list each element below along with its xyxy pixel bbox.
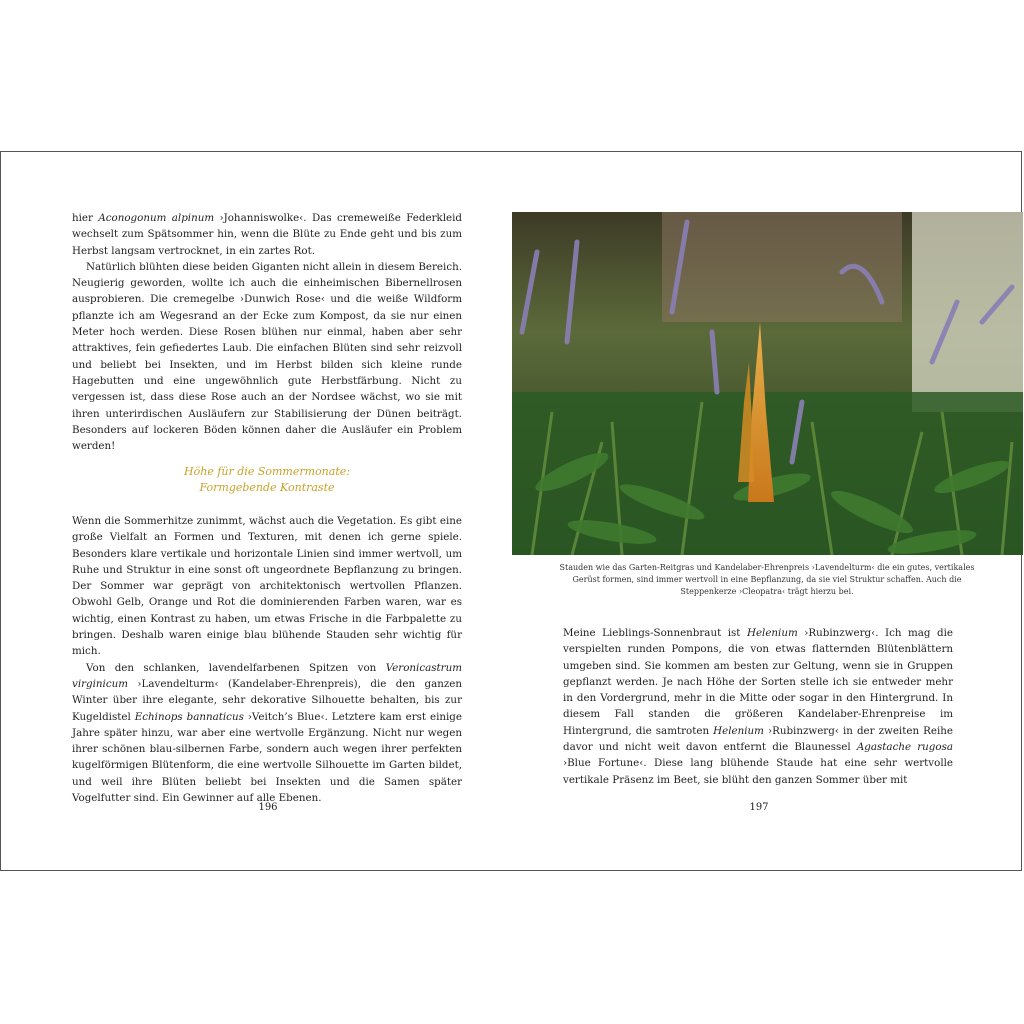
garden-photo-illustration	[512, 212, 1023, 555]
right-page	[512, 152, 1023, 870]
text-run: ›Veitch’s Blue‹. Letztere kam erst einige Jahre später hinzu, war aber eine wertvolle Ergänzung. Nicht nur wegen ihrer schönen blau-silbernen Farbe, sondern auch wegen ihrer perfekten kugelförmigen Blütenform, die eine wertvolle Silhouette im Garten bildet, und weil ihre Blüten beliebt bei Insekten und die Samen später Vogelfutter sind. Ein Gewinner auf alle Ebenen.	[72, 710, 462, 805]
paragraph	[72, 210, 462, 259]
text-run: ›Rubinzwerg‹ in der zweiten Reihe davor und nicht weit davon entfernt die Blaunessel	[563, 724, 953, 754]
paragraph	[72, 660, 462, 807]
left-page	[1, 152, 512, 870]
page-number: 196	[258, 802, 278, 813]
heading-line: Formgebende Kontraste	[199, 481, 335, 494]
botanical-name: Agastache rugosa	[856, 741, 954, 754]
right-text	[563, 625, 953, 788]
paragraph	[563, 625, 953, 788]
botanical-name: Helenium	[713, 724, 764, 737]
garden-photo	[512, 212, 1023, 555]
botanical-name: Veronicastrum virginicum	[72, 661, 462, 690]
left-text-bottom	[72, 513, 462, 806]
section-heading	[72, 464, 462, 496]
text-run: ›Blue Fortune‹. Diese lang blühende Staude hat eine sehr wertvolle vertikale Präsenz im Beet, sie blüht den ganzen Sommer über mit	[563, 757, 953, 786]
botanical-name: Echinops bannaticus	[134, 710, 244, 723]
page-number: 197	[749, 802, 769, 813]
heading-line: Höhe für die Sommermonate:	[184, 465, 350, 478]
text-run: ›Johanniswolke‹. Das cremeweiße Federkleid wechselt zum Spätsommer hin, wenn die Blüte zu Ende geht und bis zum Herbst langsam vertrocknet, in ein zartes Rot.	[72, 212, 462, 257]
paragraph: Wenn die Sommerhitze zunimmt, wächst auch die Vegetation. Es gibt eine große Vielfalt an Formen und Texturen, mit denen ich gerne spiele. Besonders klare vertikale und horizontale Linien sind immer wertvoll, um Ruhe und Struktur in eine sonst oft ungeordnete Bepflanzung zu bringen. Der Sommer war geprägt von architektonisch wertvollen Pflanzen. Obwohl Gelb, Orange und Rot die dominierenden Farben waren, war es wichtig, einen Kontrast zu haben, um etwas Frische in die Farbpalette zu bringen. Deshalb waren einige blau blühende Stauden sehr wichtig für mich.	[72, 515, 462, 658]
botanical-name: Aconogonum alpinum	[98, 212, 215, 224]
photo-caption: Stauden wie das Garten-Reitgras und Kandelaber-Ehrenpreis ›Lavendelturm‹ die ein gutes, vertikales Gerüst formen, sind immer wertvoll in eine Bepflanzung, da sie viel Struktur schaffen. Auch die Steppenkerze ›Cleopatra‹ trägt hierzu bei.	[559, 563, 975, 596]
text-run: ›Lavendelturm‹ (Kandelaber-Ehrenpreis), die den ganzen Winter über ihre elegante, sehr dekorative Silhouette behalten, bis zur Kugeldistel	[72, 677, 462, 723]
text-run: hier	[72, 212, 99, 224]
text-run: Meine Lieblings-Sonnenbraut ist	[563, 627, 747, 639]
text-run: ›Rubinzwerg‹. Ich mag die verspielten runden Pompons, die von etwas flatternden Blütenblättern umgeben sind. Sie kommen am besten zur Geltung, wenn sie in Gruppen gepflanzt werden. Je nach Höhe der Sorten stelle ich sie entweder mehr in den Vordergrund, mehr in die Mitte oder sogar in den Hintergrund. In diesem Fall standen die größeren Kandelaber-Ehrenpreise im Hintergrund, die samtroten	[563, 627, 953, 737]
text-run: Von den schlanken, lavendelfarbenen Spitzen von	[86, 661, 386, 674]
left-text-top	[72, 210, 462, 454]
book-spread	[0, 151, 1022, 871]
paragraph: Natürlich blühten diese beiden Giganten nicht allein in diesem Bereich. Neugierig geworden, wollte ich auch die einheimischen Bibernellrosen ausprobieren. Die cremegelbe ›Dunwich Rose‹ und die weiße Wildform pflanzte ich am Wegesrand an der Ecke zum Kompost, da sie nur einen Meter hoch werden. Diese Rosen blühen nur einmal, haben aber sehr attraktives, fein gefiedertes Laub. Die einfachen Blüten sind sehr reizvoll und beliebt bei Insekten, und im Herbst bilden sich kleine runde Hagebutten und eine ungewöhnlich gute Herbstfärbung. Nicht zu vergessen ist, dass diese Rose auch an der Nordsee wächst, wo sie mit ihren unterirdischen Ausläufern zur Stabilisierung der Dünen beiträgt. Besonders auf lockeren Böden können daher die Ausläufer ein Problem werden!	[72, 260, 462, 453]
botanical-name: Helenium	[746, 627, 798, 639]
